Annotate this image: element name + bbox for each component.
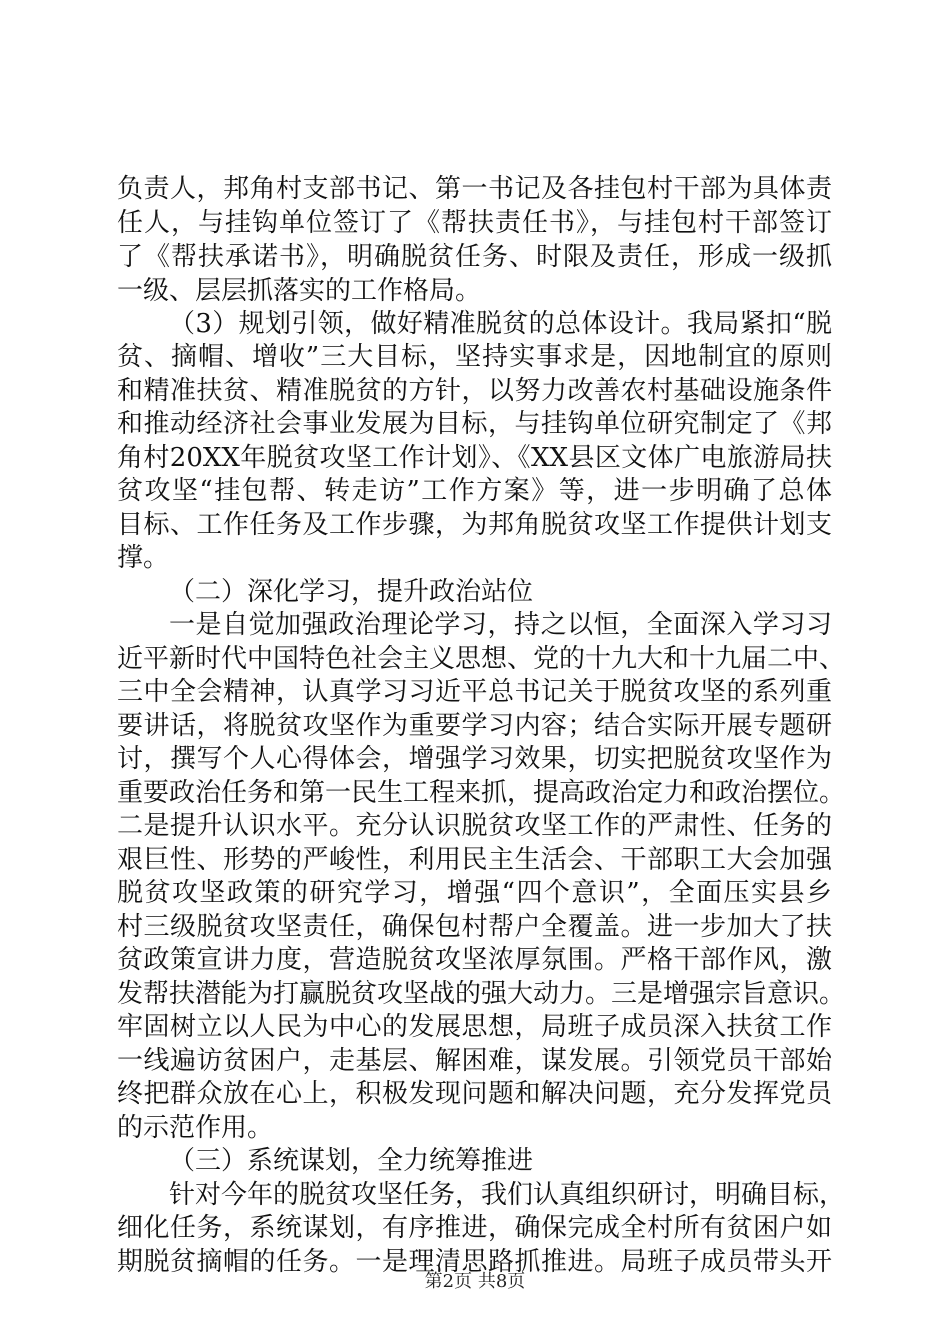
text-line: 任人，与挂钩单位签订了《帮扶责任书》，与挂包村干部签订	[117, 208, 832, 238]
text-line: 一级、层层抓落实的工作格局。	[117, 276, 482, 306]
page-number-footer: 第2页 共8页	[424, 1271, 526, 1292]
text-line: 要讲话，将脱贫攻坚作为重要学习内容；结合实际开展专题研	[117, 711, 832, 741]
text-line: 了《帮扶承诺书》，明确脱贫任务、时限及责任，形成一级抓	[117, 242, 832, 272]
text-line: 近平新时代中国特色社会主义思想、党的十九大和十九届二中、	[117, 644, 846, 674]
text-line: 村三级脱贫攻坚责任，确保包村帮户全覆盖。进一步加大了扶	[117, 912, 832, 942]
text-line: 二是提升认识水平。充分认识脱贫攻坚工作的严肃性、任务的	[117, 811, 832, 841]
text-line: 针对今年的脱贫攻坚任务，我们认真组织研讨，明确目标，	[169, 1180, 846, 1210]
text-line: 贫、摘帽、增收”三大目标，坚持实事求是，因地制宜的原则	[117, 342, 832, 372]
text-line: 终把群众放在心上，积极发现问题和解决问题，充分发挥党员	[117, 1079, 832, 1109]
text-line: 脱贫攻坚政策的研究学习，增强“四个意识”，全面压实县乡	[117, 878, 832, 908]
text-line: 负责人，邦角村支部书记、第一书记及各挂包村干部为具体责	[117, 174, 832, 204]
text-line: 撑。	[117, 543, 170, 573]
text-line: 牢固树立以人民为中心的发展思想，局班子成员深入扶贫工作	[117, 1012, 832, 1042]
text-line: （3）规划引领，做好精准脱贫的总体设计。我局紧扣“脱	[169, 309, 832, 339]
text-line: 目标、工作任务及工作步骤，为邦角脱贫攻坚工作提供计划支	[117, 510, 832, 540]
section-heading: （三）系统谋划，全力统筹推进	[169, 1146, 534, 1176]
section-heading: （二）深化学习，提升政治站位	[169, 577, 534, 607]
text-line: 和推动经济社会事业发展为目标，与挂钩单位研究制定了《邦	[117, 409, 832, 439]
text-line: 贫政策宣讲力度，营造脱贫攻坚浓厚氛围。严格干部作风，激	[117, 945, 832, 975]
text-line: 三中全会精神，认真学习习近平总书记关于脱贫攻坚的系列重	[117, 677, 832, 707]
text-line: 一线遍访贫困户，走基层、解困难，谋发展。引领党员干部始	[117, 1046, 832, 1076]
text-line: 艰巨性、形势的严峻性，利用民主生活会、干部职工大会加强	[117, 845, 832, 875]
text-line: 贫攻坚“挂包帮、转走访”工作方案》等，进一步明确了总体	[117, 476, 832, 506]
text-line: 期脱贫摘帽的任务。一是理清思路抓推进。局班子成员带头开	[117, 1247, 832, 1277]
text-line: 的示范作用。	[117, 1113, 274, 1143]
text-line: 讨，撰写个人心得体会，增强学习效果，切实把脱贫攻坚作为	[117, 744, 832, 774]
text-line: 一是自觉加强政治理论学习，持之以恒，全面深入学习习	[169, 610, 832, 640]
text-line: 细化任务，系统谋划，有序推进，确保完成全村所有贫困户如	[117, 1213, 832, 1243]
text-line: 角村20XX年脱贫攻坚工作计划》、《XX县区文体广电旅游局扶	[117, 443, 832, 473]
text-line: 发帮扶潜能为打赢脱贫攻坚战的强大动力。三是增强宗旨意识。	[117, 979, 846, 1009]
text-line: 和精准扶贫、精准脱贫的方针，以努力改善农村基础设施条件	[117, 376, 832, 406]
text-line: 重要政治任务和第一民生工程来抓，提高政治定力和政治摆位。	[117, 778, 846, 808]
